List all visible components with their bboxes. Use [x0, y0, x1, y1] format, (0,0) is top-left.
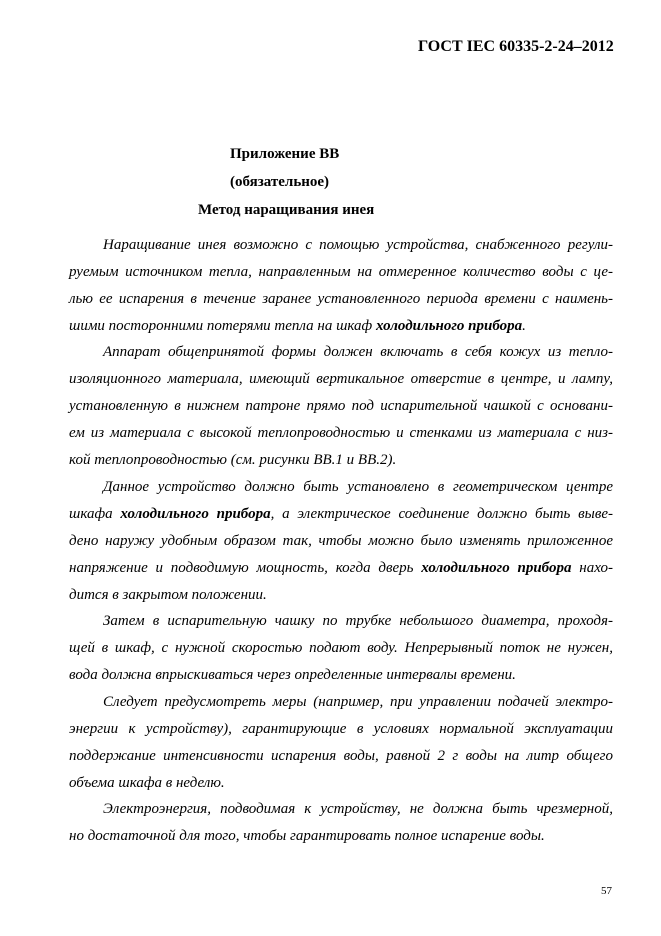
paragraph-1-line	[69, 317, 613, 335]
text-run: Электроэнергия, подводимая к устройству, не должна быть чрезмерной,	[103, 801, 613, 817]
text-run: Следует предусмотреть меры (например, при управлении подачей электро-	[103, 694, 613, 710]
text-run: шими посторонними потерями тепла на шкаф	[69, 318, 376, 334]
paragraph-1-line	[103, 236, 613, 254]
paragraph-3-line	[69, 586, 613, 604]
page-number: 57	[601, 885, 612, 897]
text-run: установленную в нижнем патроне прямо под испарительной чашкой с основани-	[69, 398, 613, 414]
text-run: Затем в испарительную чашку по трубке небольшого диаметра, проходя-	[103, 613, 613, 629]
paragraph-5-line	[69, 720, 613, 738]
text-run: вода должна впрыскиваться через определенные интервалы времени.	[69, 667, 516, 683]
paragraph-1-line	[69, 290, 613, 308]
paragraph-2-line	[69, 451, 613, 469]
paragraph-3-line	[69, 559, 613, 577]
text-run: шкафа	[69, 506, 121, 522]
text-run: напряжение и подводимую мощность, когда дверь	[69, 560, 422, 576]
paragraph-4-line	[103, 612, 613, 630]
text-run: ем из материала с высокой теплопроводностью и стенками из материала с низ-	[69, 425, 613, 441]
defined-term: холодильного прибора	[120, 506, 271, 522]
standard-code: ГОСТ IEC 60335-2-24–2012	[418, 38, 614, 55]
paragraph-2-line	[69, 424, 613, 442]
text-run: поддержание интенсивности испарения воды, равной 2 г воды на литр общего	[69, 748, 613, 764]
paragraph-3-line	[103, 478, 613, 496]
text-run: но достаточной для того, чтобы гарантировать полное испарение воды.	[69, 828, 545, 844]
text-run: руемым источником тепла, направленным на отмеренное количество воды с це-	[69, 264, 613, 280]
text-run: изоляционного материала, имеющий вертикальное отверстие в центре, и лампу,	[69, 371, 613, 387]
paragraph-4-line	[69, 666, 613, 684]
paragraph-5-line	[69, 747, 613, 765]
text-run: нахо-	[571, 560, 613, 576]
annex-status: (обязательное)	[230, 174, 330, 190]
text-run: щей в шкаф, с нужной скоростью подают воду. Непрерывный поток не нужен,	[69, 640, 613, 656]
paragraph-2-line	[69, 370, 613, 388]
defined-term: холодильного прибора	[375, 318, 523, 334]
paragraph-6-line	[103, 800, 613, 818]
paragraph-4-line	[69, 639, 613, 657]
text-run: объема шкафа в неделю.	[69, 775, 225, 791]
paragraph-3-line	[69, 505, 613, 523]
paragraph-5-line	[103, 693, 613, 711]
text-run: энергии к устройству), гарантирующие в условиях нормальной эксплуатации	[69, 721, 613, 737]
paragraph-2-line	[69, 397, 613, 415]
text-run: , а электрическое соединение должно быть выве-	[270, 506, 613, 522]
text-run: .	[522, 318, 526, 334]
annex-subtitle: Метод наращивания инея	[198, 202, 375, 218]
text-run: лью ее испарения в течение заранее установленного периода времени с наимень-	[69, 291, 613, 307]
text-run: Данное устройство должно быть установлено в геометрическом центре	[103, 479, 613, 495]
paragraph-6-line	[69, 827, 613, 845]
paragraph-3-line	[69, 532, 613, 550]
annex-title: Приложение ВВ	[230, 146, 340, 162]
text-run: дится в закрытом положении.	[69, 587, 267, 603]
text-run: Аппарат общепринятой формы должен включать в себя кожух из тепло-	[103, 344, 613, 360]
paragraph-5-line	[69, 774, 613, 792]
paragraph-2-line	[103, 343, 613, 361]
defined-term: холодильного прибора	[421, 560, 572, 576]
text-run: дено наружу удобным образом так, чтобы можно было изменять приложенное	[69, 533, 613, 549]
text-run: Наращивание инея возможно с помощью устройства, снабженного регули-	[103, 237, 613, 253]
text-run: кой теплопроводностью (см. рисунки ВВ.1 и ВВ.2).	[69, 452, 397, 468]
paragraph-1-line	[69, 263, 613, 281]
